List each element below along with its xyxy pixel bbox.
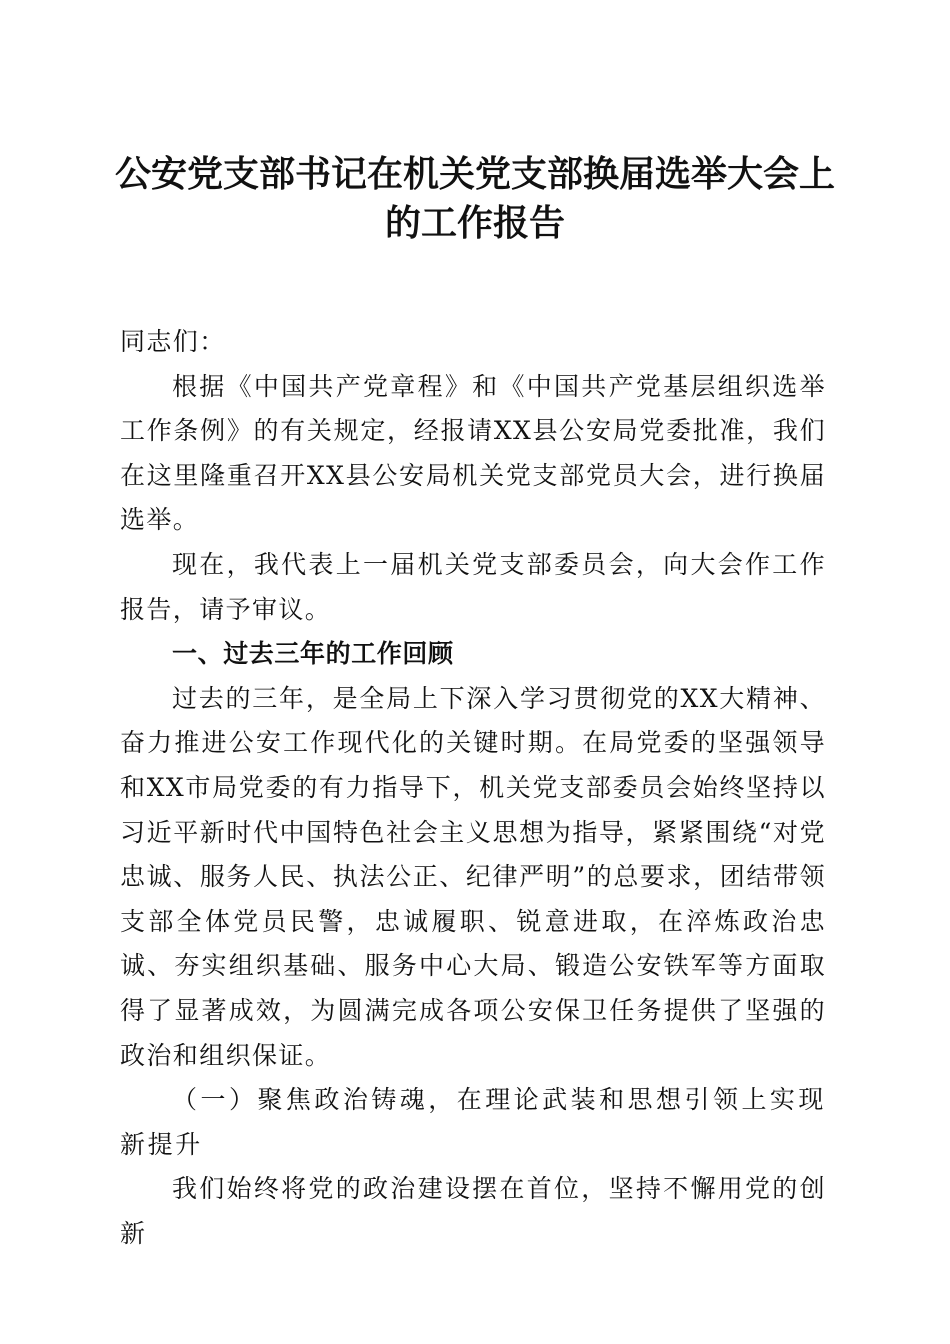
paragraph-intro: 根据《中国共产党章程》和《中国共产党基层组织选举工作条例》的有关规定，经报请XX县公安局党委批准，我们在这里隆重召开XX县公安局机关党支部党员大会，进行换届选举。: [120, 371, 826, 535]
paragraph-political: 我们始终将党的政治建设摆在首位，坚持不懈用党的创新: [120, 1174, 826, 1248]
document-title: 公安党支部书记在机关党支部换届选举大会上的工作报告: [114, 154, 835, 244]
section-heading-review: 一、过去三年的工作回顾: [172, 639, 454, 669]
subsection-heading-political: （一）聚焦政治铸魂，在理论武装和思想引领上实现新提升: [120, 1085, 826, 1159]
paragraph-report: 现在，我代表上一届机关党支部委员会，向大会作工作报告，请予审议。: [120, 549, 826, 624]
paragraph-review: 过去的三年，是全局上下深入学习贯彻党的XX大精神、奋力推进公安工作现代化的关键时期。在局党委的坚强领导和XX市局党委的有力指导下，机关党支部委员会始终坚持以习近平新时代中国特色社会主义思想为指导，紧紧围绕“对党忠诚、服务人民、执法公正、纪律严明”的总要求，团结带领支部全体党员民警，忠诚履职、锐意进取，在淬炼政治忠诚、夯实组织基础、服务中心大局、锻造公安铁军等方面取得了显著成效，为圆满完成各项公安保卫任务提供了坚强的政治和组织保证。: [120, 683, 826, 1070]
salutation: 同志们：: [120, 327, 226, 356]
document-body: [120, 320, 826, 1256]
